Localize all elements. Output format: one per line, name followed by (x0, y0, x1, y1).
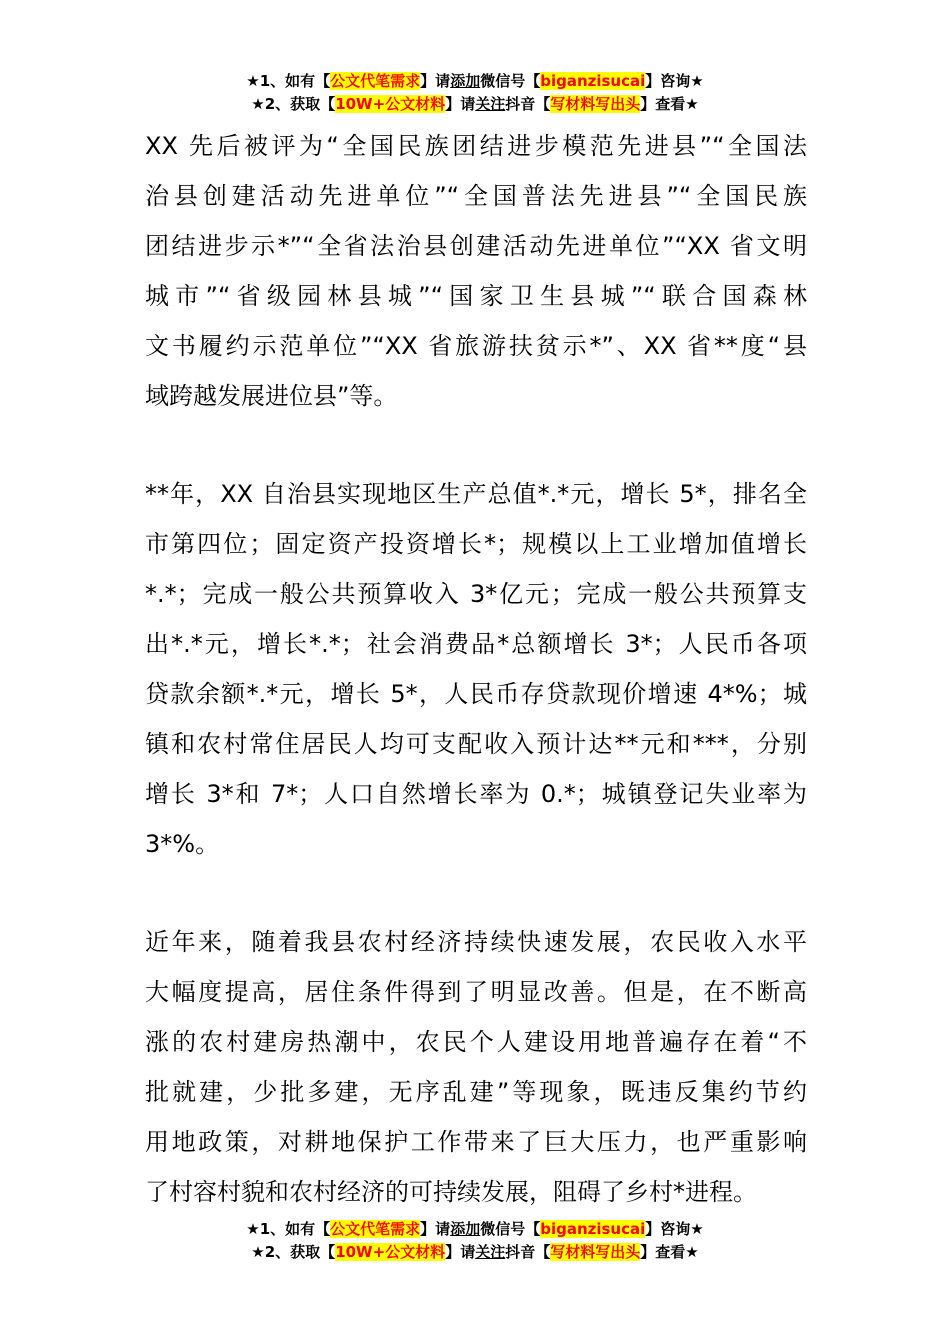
paragraph-line: **年，XX 自治县实现地区生产总值*.*元，增长 5*，排名全 (145, 480, 807, 508)
banner-text: 】咨询★ (645, 1220, 704, 1238)
banner-text: 】请 (420, 1220, 451, 1238)
banner-underlined: 添加 (450, 72, 481, 90)
footer-banner (0, 1218, 950, 1264)
banner-text: 抖音【 (505, 95, 551, 113)
banner-text: 抖音【 (505, 1243, 551, 1261)
banner-highlight-wechat-id: biganzisucai (540, 1220, 646, 1238)
paragraph-line: 市第四位；固定资产投资增长*；规模以上工业增加值增长 (145, 530, 807, 558)
banner-text: 】咨询★ (645, 72, 704, 90)
paragraph-rural-housing (145, 917, 807, 1217)
banner-text: ★2、获取【 (251, 95, 336, 113)
paragraph-line: 增长 3*和 7*；人口自然增长率为 0.*；城镇登记失业率为 (145, 780, 807, 808)
header-banner (0, 70, 950, 116)
paragraph-line: 贷款余额*.*元，增长 5*，人民币存贷款现价增速 4*%；城 (145, 680, 807, 708)
banner-text: 】查看★ (640, 1243, 699, 1261)
banner-text: 】请 (445, 95, 476, 113)
banner-highlight: 公文代笔需求 (330, 1220, 421, 1238)
paragraph-line: 文书履约示范单位”“XX 省旅游扶贫示*”、XX 省**度“县 (145, 332, 807, 360)
banner-text: 微信号【 (480, 1220, 541, 1238)
paragraph-line: 城市”“省级园林县城”“国家卫生县城”“联合国森林 (145, 282, 807, 310)
banner-text: ★1、如有【 (246, 1220, 331, 1238)
banner-highlight: 10W+公文材料 (335, 95, 446, 113)
paragraph-line: *.*；完成一般公共预算收入 3*亿元；完成一般公共预算支 (145, 580, 807, 608)
paragraph-line: 用地政策，对耕地保护工作带来了巨大压力，也严重影响 (145, 1128, 807, 1156)
paragraph-honors (145, 121, 807, 421)
paragraph-line: 3*%。 (145, 830, 220, 858)
paragraph-economy (145, 469, 807, 869)
banner-line-2 (0, 1241, 950, 1264)
paragraph-line: 治县创建活动先进单位”“全国普法先进县”“全国民族 (145, 182, 807, 210)
paragraph-line: 批就建，少批多建，无序乱建”等现象，既违反集约节约 (145, 1078, 807, 1106)
paragraph-line: 域跨越发展进位县”等。 (145, 382, 398, 410)
banner-text: 】查看★ (640, 95, 699, 113)
banner-text: 微信号【 (480, 72, 541, 90)
banner-underlined: 关注 (475, 1243, 506, 1261)
banner-highlight-douyin-id: 写材料写出头 (550, 95, 641, 113)
paragraph-line: XX 先后被评为“全国民族团结进步模范先进县”“全国法 (145, 132, 807, 160)
banner-highlight: 10W+公文材料 (335, 1243, 446, 1261)
banner-line-2 (0, 93, 950, 116)
banner-underlined: 关注 (475, 95, 506, 113)
banner-line-1 (0, 70, 950, 93)
banner-text: ★2、获取【 (251, 1243, 336, 1261)
banner-highlight-douyin-id: 写材料写出头 (550, 1243, 641, 1261)
banner-line-1 (0, 1218, 950, 1241)
paragraph-line: 团结进步示*”“全省法治县创建活动先进单位”“XX 省文明 (145, 232, 807, 260)
banner-text: 】请 (420, 72, 451, 90)
paragraph-line: 大幅度提高，居住条件得到了明显改善。但是，在不断高 (145, 978, 807, 1006)
paragraph-line: 涨的农村建房热潮中，农民个人建设用地普遍存在着“不 (145, 1028, 807, 1056)
banner-highlight-wechat-id: biganzisucai (540, 72, 646, 90)
paragraph-line: 出*.*元，增长*.*；社会消费品*总额增长 3*；人民币各项 (145, 630, 807, 658)
banner-underlined: 添加 (450, 1220, 481, 1238)
banner-text: ★1、如有【 (246, 72, 331, 90)
banner-highlight: 公文代笔需求 (330, 72, 421, 90)
paragraph-line: 了村容村貌和农村经济的可持续发展，阻碍了乡村*进程。 (145, 1178, 757, 1206)
banner-text: 】请 (445, 1243, 476, 1261)
paragraph-line: 近年来，随着我县农村经济持续快速发展，农民收入水平 (145, 928, 807, 956)
paragraph-line: 镇和农村常住居民人均可支配收入预计达**元和***，分别 (145, 730, 807, 758)
